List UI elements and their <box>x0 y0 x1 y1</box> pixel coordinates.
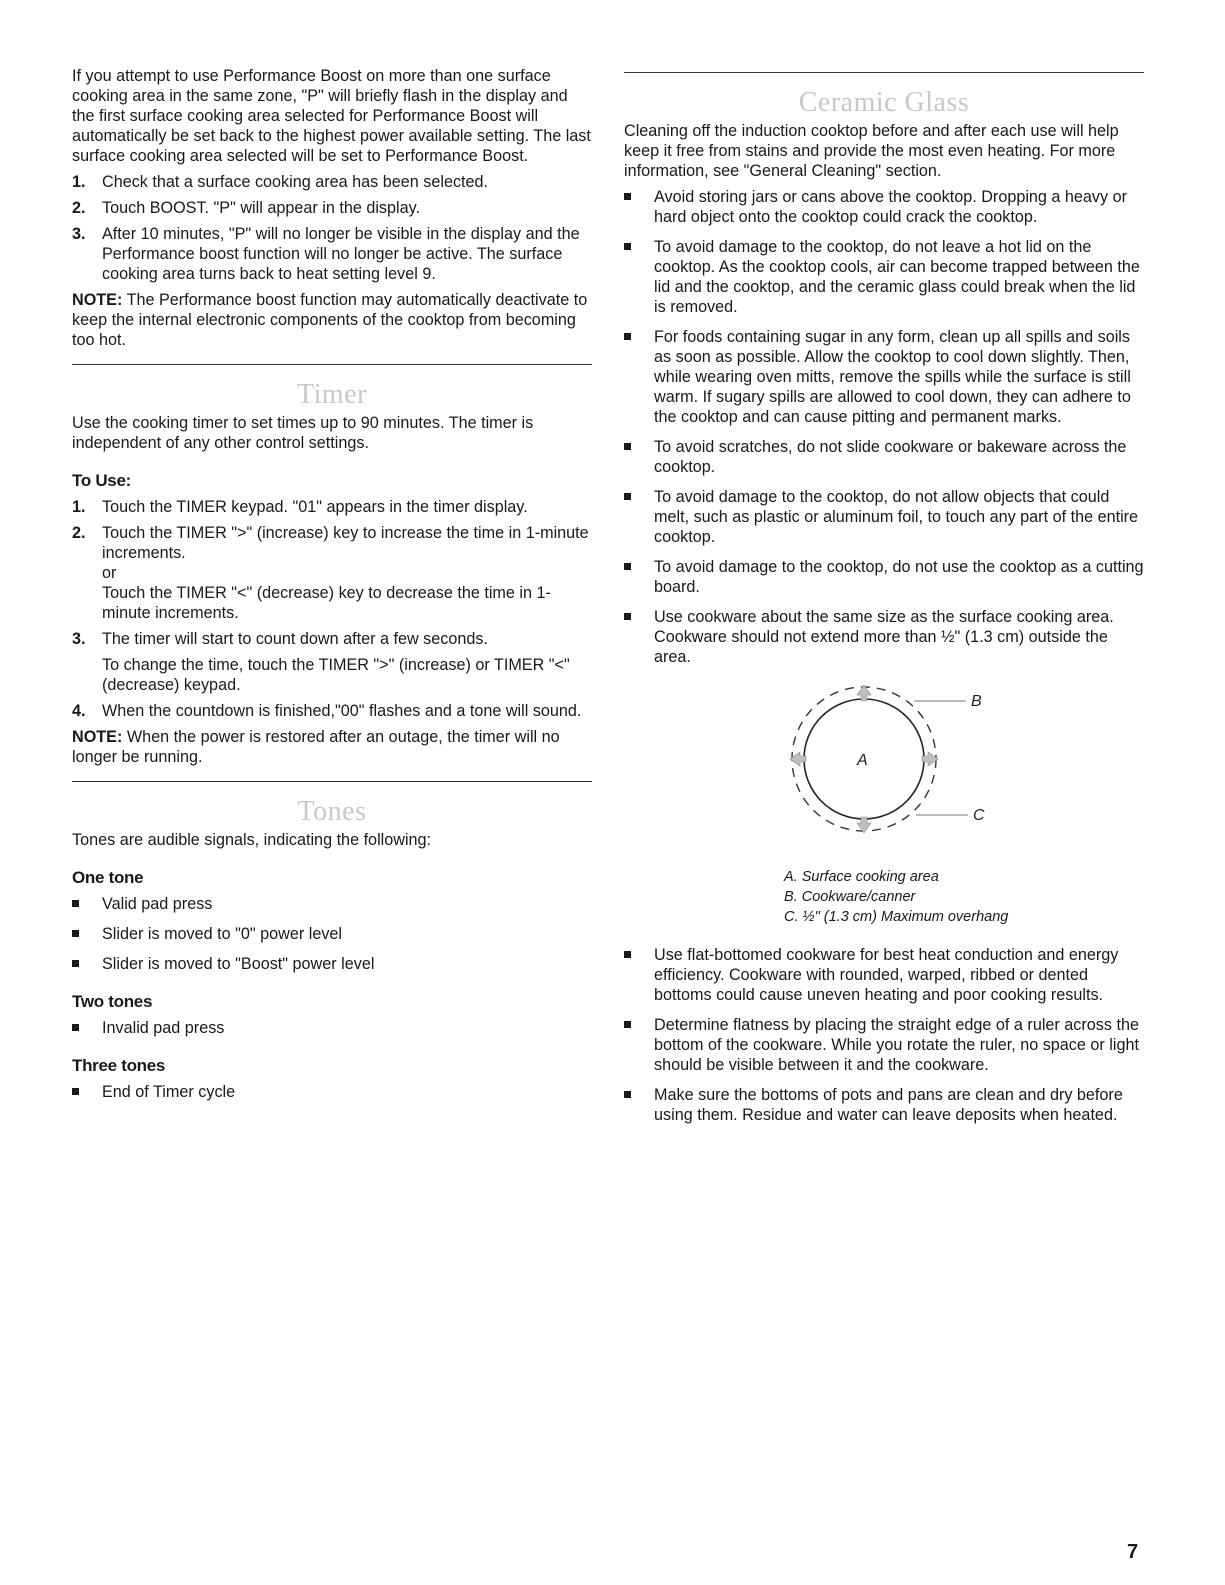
step-text: Check that a surface cooking area has been selected. <box>102 173 489 191</box>
right-column <box>624 66 1144 1135</box>
tones-intro: Tones are audible signals, indicating the following: <box>72 831 432 849</box>
three-tones-heading: Three tones <box>72 1056 166 1075</box>
boost-step <box>72 198 592 218</box>
bullet-icon <box>624 613 631 620</box>
list-item <box>624 487 1144 547</box>
note-label: NOTE: <box>72 728 123 746</box>
list-item-text: Use cookware about the same size as the surface cooking area. Cookware should not extend more than ½" (1.3 cm) outside the area. <box>654 608 1114 666</box>
ceramic-bullets-a <box>624 187 1144 667</box>
timer-step <box>72 523 592 623</box>
list-item-text: Slider is moved to "Boost" power level <box>102 955 375 973</box>
list-item <box>72 894 592 914</box>
list-item <box>624 437 1144 477</box>
list-item-text: For foods containing sugar in any form, clean up all spills and soils as soon as possible. Allow the cooktop to cool down slightly. Then, while wearing oven mitts, remove the spills while the surface is still warm. If sugary spills are allowed to cool down, they can adhere to the cooktop and can cause pitting and permanent marks. <box>654 328 1131 426</box>
list-item-text: To avoid damage to the cooktop, do not allow objects that could melt, such as plastic or aluminum foil, to touch any part of the entire cooktop. <box>654 488 1139 546</box>
list-item-text: Make sure the bottoms of pots and pans are clean and dry before using them. Residue and water can leave deposits when heated. <box>654 1086 1123 1124</box>
step-number: 2. <box>72 199 86 217</box>
label-b: B <box>971 693 982 710</box>
caption-line: A. Surface cooking area <box>784 869 939 885</box>
note-text: When the power is restored after an outage, the timer will no longer be running. <box>72 728 560 766</box>
boost-intro: If you attempt to use Performance Boost on more than one surface cooking area in the same zone, "P" will briefly flash in the display and the first surface cooking area selected for Performance Boost will automatically be set back to the highest power available setting. The last surface cooking area selected will be set to Performance Boost. <box>72 67 591 165</box>
bullet-icon <box>624 333 631 340</box>
boost-step <box>72 172 592 192</box>
one-tone-heading: One tone <box>72 868 144 887</box>
list-item <box>624 237 1144 317</box>
step-number: 3. <box>72 225 86 243</box>
to-use-heading: To Use: <box>72 471 131 490</box>
overhang-diagram-svg <box>624 681 1144 857</box>
step-text: Touch the TIMER ">" (increase) key to increase the time in 1-minute increments. <box>102 524 589 562</box>
step-number: 1. <box>72 498 86 516</box>
list-item-text: To avoid scratches, do not slide cookware or bakeware across the cooktop. <box>654 438 1127 476</box>
step-text: Touch BOOST. "P" will appear in the display. <box>102 199 421 217</box>
bullet-icon <box>72 900 79 907</box>
list-item-text: To avoid damage to the cooktop, do not leave a hot lid on the cooktop. As the cooktop cools, air can become trapped between the lid and the cooktop, and the ceramic glass could break when the lid is removed. <box>654 238 1140 316</box>
bullet-icon <box>624 563 631 570</box>
list-item <box>624 1085 1144 1125</box>
list-item <box>624 607 1144 667</box>
list-item <box>72 954 592 974</box>
bullet-icon <box>624 193 631 200</box>
step-or: or <box>102 564 117 582</box>
list-item-text: To avoid damage to the cooktop, do not use the cooktop as a cutting board. <box>654 558 1144 596</box>
timer-title: Timer <box>297 379 367 410</box>
left-column <box>72 66 592 1112</box>
step-extra-text: To change the time, touch the TIMER ">" (increase) or TIMER "<" (decrease) keypad. <box>102 656 570 694</box>
step-text: After 10 minutes, "P" will no longer be visible in the display and the Performance boost function will no longer be active. The surface cooking area turns back to heat setting level 9. <box>102 225 580 283</box>
list-item <box>624 187 1144 227</box>
step-number: 1. <box>72 173 86 191</box>
boost-steps <box>72 172 592 284</box>
step-text: Touch the TIMER keypad. "01" appears in the timer display. <box>102 498 528 516</box>
timer-step <box>72 629 592 695</box>
list-item-text: Use flat-bottomed cookware for best heat conduction and energy efficiency. Cookware with rounded, warped, ribbed or dented bottoms could cause uneven heating and poor cooking results. <box>654 946 1119 1004</box>
list-item <box>72 1082 592 1102</box>
bullet-icon <box>72 1024 79 1031</box>
bullet-icon <box>624 443 631 450</box>
list-item <box>624 327 1144 427</box>
section-divider <box>72 364 592 365</box>
one-tone-list <box>72 894 592 974</box>
step-number: 4. <box>72 702 86 720</box>
bullet-icon <box>624 493 631 500</box>
ceramic-glass-title: Ceramic Glass <box>798 87 970 118</box>
timer-step <box>72 497 592 517</box>
list-item <box>72 924 592 944</box>
diagram-captions <box>624 867 1144 927</box>
step-text: When the countdown is finished,"00" flashes and a tone will sound. <box>102 702 582 720</box>
page-number: 7 <box>1127 1541 1139 1563</box>
two-tones-heading: Two tones <box>72 992 153 1011</box>
bullet-icon <box>624 1021 631 1028</box>
two-tones-list <box>72 1018 592 1038</box>
cookware-overhang-diagram <box>624 681 1144 857</box>
caption-line: B. Cookware/canner <box>784 889 916 905</box>
boost-note <box>72 290 592 350</box>
label-c: C <box>973 807 985 824</box>
step-text: The timer will start to count down after a few seconds. <box>102 630 488 648</box>
list-item-text: Slider is moved to "0" power level <box>102 925 343 943</box>
bullet-icon <box>72 930 79 937</box>
list-item-text: End of Timer cycle <box>102 1083 236 1101</box>
step-number: 2. <box>72 524 86 542</box>
bullet-icon <box>624 243 631 250</box>
list-item-text: Valid pad press <box>102 895 213 913</box>
tones-title: Tones <box>297 796 367 827</box>
section-divider <box>72 781 592 782</box>
bullet-icon <box>72 960 79 967</box>
timer-step <box>72 701 592 721</box>
list-item <box>72 1018 592 1038</box>
label-a: A <box>857 752 868 769</box>
step-number: 3. <box>72 630 86 648</box>
list-item <box>624 557 1144 597</box>
boost-step <box>72 224 592 284</box>
section-divider <box>624 72 1144 73</box>
list-item <box>624 945 1144 1005</box>
bullet-icon <box>624 1091 631 1098</box>
bullet-icon <box>624 951 631 958</box>
ceramic-glass-intro: Cleaning off the induction cooktop before and after each use will help keep it free from stains and provide the most even heating. For more information, see "General Cleaning" section. <box>624 122 1119 180</box>
list-item-text: Determine flatness by placing the straight edge of a ruler across the bottom of the cookware. While you rotate the ruler, no space or light should be visible between it and the cookware. <box>654 1016 1139 1074</box>
timer-steps <box>72 497 592 721</box>
list-item <box>624 1015 1144 1075</box>
list-item-text: Invalid pad press <box>102 1019 225 1037</box>
step-alt-text: Touch the TIMER "<" (decrease) key to decrease the time in 1-minute increments. <box>102 584 551 622</box>
note-label: NOTE: <box>72 291 123 309</box>
timer-intro: Use the cooking timer to set times up to 90 minutes. The timer is independent of any other control settings. <box>72 414 534 452</box>
three-tones-list <box>72 1082 592 1102</box>
note-text: The Performance boost function may automatically deactivate to keep the internal electronic components of the cooktop from becoming too hot. <box>72 291 588 349</box>
bullet-icon <box>72 1088 79 1095</box>
timer-note <box>72 727 592 767</box>
ceramic-bullets-b <box>624 945 1144 1125</box>
caption-line: C. ½" (1.3 cm) Maximum overhang <box>784 909 1009 925</box>
list-item-text: Avoid storing jars or cans above the cooktop. Dropping a heavy or hard object onto the cooktop could crack the cooktop. <box>654 188 1128 226</box>
